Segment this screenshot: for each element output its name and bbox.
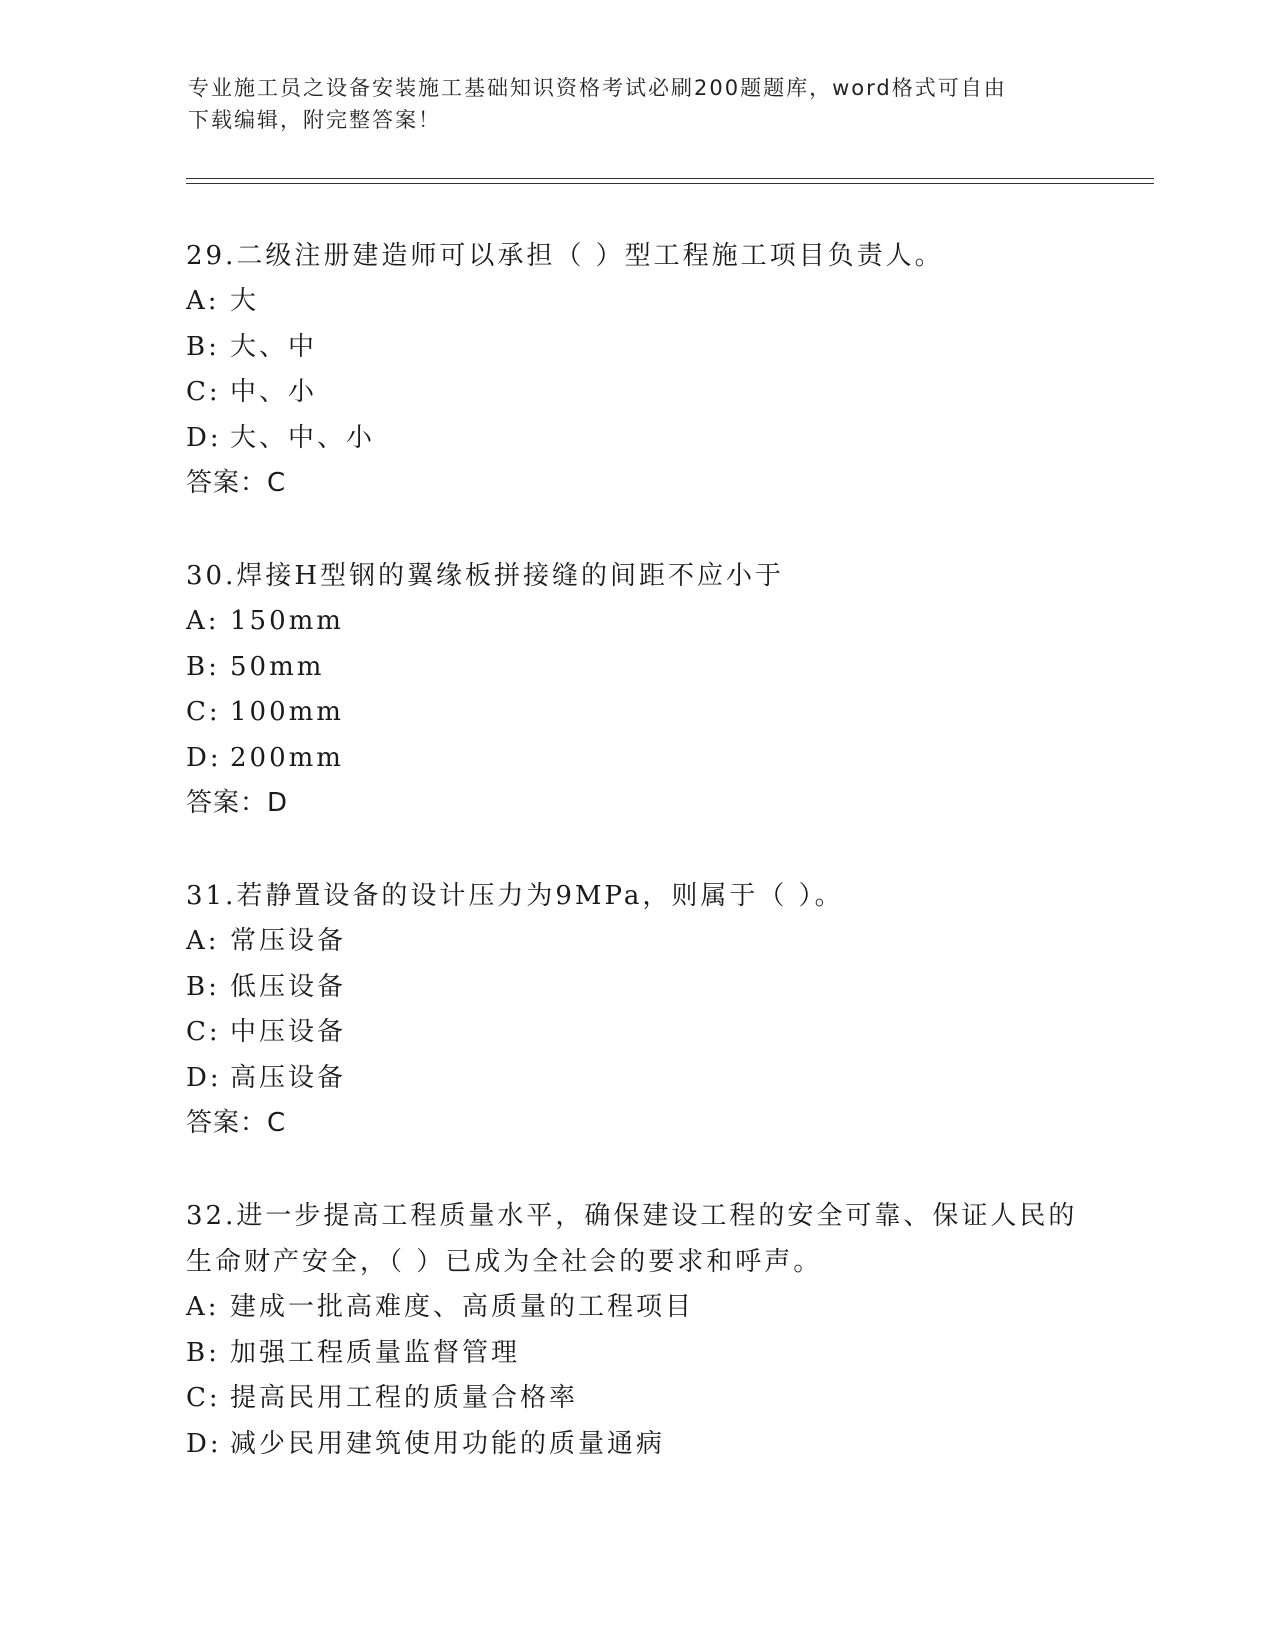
option-a [186, 279, 1086, 325]
option-text: 大 [230, 286, 260, 316]
option-d [186, 736, 1086, 782]
option-letter: C: [186, 1017, 221, 1047]
option-text: 建成一批高难度、高质量的工程项目 [230, 1292, 695, 1322]
option-letter: B: [186, 651, 220, 682]
header-line-2: 下载编辑，附完整答案！ [188, 108, 441, 132]
option-b [186, 1331, 1086, 1377]
option-a [186, 919, 1086, 965]
option-letter: A: [186, 286, 220, 316]
option-letter: A: [186, 1292, 220, 1322]
option-d [186, 416, 1086, 462]
question-32 [186, 1193, 1086, 1467]
option-letter: A: [186, 606, 220, 636]
option-text: 大、中 [230, 331, 318, 362]
option-text: 50mm [230, 651, 325, 682]
option-letter: D: [186, 1062, 222, 1093]
question-stem: 31.若静置设备的设计压力为9MPa，则属于（ ）。 [186, 881, 844, 911]
option-text: 低压设备 [230, 971, 347, 1002]
option-c [186, 1010, 1086, 1056]
answer-line: 答案：C [186, 1108, 287, 1138]
option-b [186, 645, 1086, 691]
question-stem: 29.二级注册建造师可以承担（ ）型工程施工项目负责人。 [186, 241, 944, 271]
option-letter: D: [186, 1428, 222, 1459]
option-text: 加强工程质量监督管理 [230, 1337, 521, 1368]
option-text: 中压设备 [230, 1017, 347, 1047]
option-text: 大、中、小 [230, 422, 376, 453]
header-divider-top [186, 178, 1154, 179]
question-stem-line-2: 生命财产安全，（ ）已成为全社会的要求和呼声。 [186, 1247, 823, 1277]
option-text: 200mm [230, 742, 344, 773]
option-text: 150mm [230, 606, 344, 636]
document-header [188, 72, 1088, 136]
option-text: 常压设备 [230, 926, 347, 956]
option-b [186, 325, 1086, 371]
option-text: 提高民用工程的质量合格率 [230, 1383, 579, 1413]
option-c [186, 370, 1086, 416]
option-letter: C: [186, 697, 221, 727]
question-29 [186, 233, 1086, 506]
answer-line: 答案：D [186, 788, 289, 818]
option-text: 100mm [230, 697, 344, 727]
question-stem: 30.焊接H型钢的翼缘板拼接缝的间距不应小于 [186, 561, 785, 591]
option-c [186, 1376, 1086, 1422]
option-letter: B: [186, 971, 220, 1002]
option-letter: B: [186, 331, 220, 362]
option-text: 高压设备 [230, 1062, 347, 1093]
option-d [186, 1422, 1086, 1468]
option-a [186, 599, 1086, 645]
option-c [186, 690, 1086, 736]
option-letter: B: [186, 1337, 220, 1368]
option-text: 减少民用建筑使用功能的质量通病 [230, 1428, 666, 1459]
question-30 [186, 553, 1086, 826]
option-letter: D: [186, 422, 222, 453]
option-a [186, 1285, 1086, 1331]
question-31 [186, 873, 1086, 1146]
header-line-1: 专业施工员之设备安装施工基础知识资格考试必刷200题题库，word格式可自由 [188, 76, 1007, 100]
option-letter: C: [186, 377, 221, 407]
answer-line: 答案：C [186, 468, 287, 498]
option-letter: C: [186, 1383, 221, 1413]
option-letter: D: [186, 742, 222, 773]
option-letter: A: [186, 926, 220, 956]
option-text: 中、小 [230, 377, 318, 407]
header-divider-bottom [186, 183, 1154, 184]
question-stem-line-1: 32.进一步提高工程质量水平，确保建设工程的安全可靠、保证人民的 [186, 1201, 1078, 1231]
option-b [186, 965, 1086, 1011]
option-d [186, 1056, 1086, 1102]
